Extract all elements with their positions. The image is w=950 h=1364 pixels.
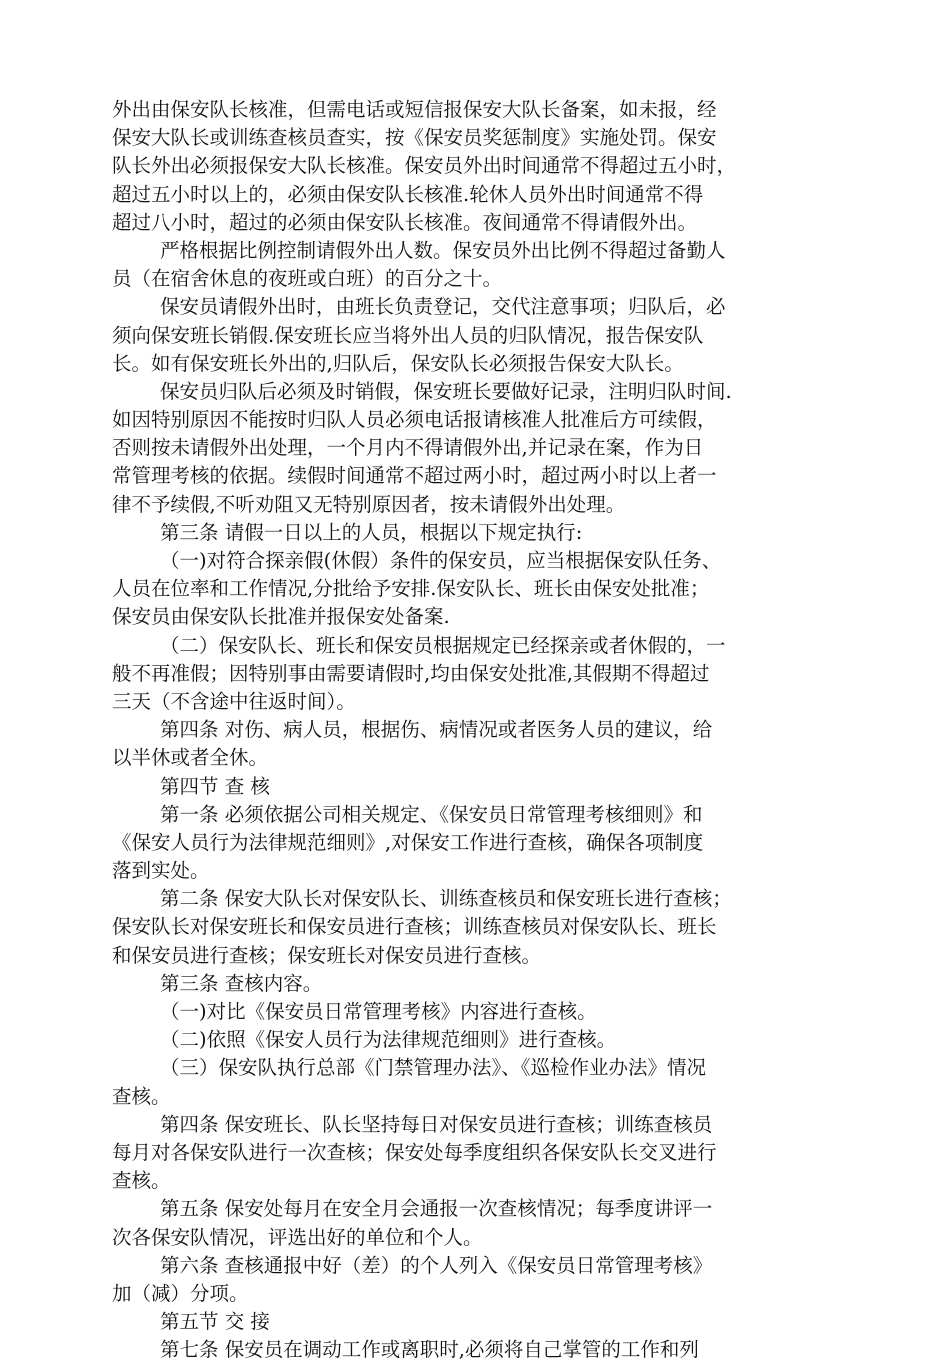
text-line: 保安员请假外出时，由班长负责登记，交代注意事项；归队后，必: [160, 295, 726, 319]
text-line: 第五节 交 接: [160, 1310, 270, 1334]
text-line: 第五条 保安处每月在安全月会通报一次查核情况；每季度讲评一: [160, 1197, 713, 1221]
text-line: 次各保安队情况，评选出好的单位和个人。: [112, 1225, 483, 1249]
text-line: （三）保安队执行总部《门禁管理办法》、《巡检作业办法》情况: [160, 1056, 707, 1080]
text-line: 否则按未请假外出处理，一个月内不得请假外出,并记录在案，作为日: [112, 436, 704, 460]
text-line: 第三条 查核内容。: [160, 971, 323, 995]
text-line: 人员在位率和工作情况,分批给予安排.保安队长、班长由保安处批准；: [112, 577, 710, 601]
text-line: （一)对符合探亲假(休假）条件的保安员，应当根据保安队任务、: [160, 549, 722, 572]
text-line: 外出由保安队长核准，但需电话或短信报保安大队长备案，如未报，经: [112, 98, 717, 121]
text-line: 和保安员进行查核；保安班长对保安员进行查核。: [112, 943, 542, 967]
text-line: 第一条 必须依据公司相关规定、《保安员日常管理考核细则》和: [160, 802, 703, 826]
text-line: 般不再准假；因特别事由需要请假时,均由保安处批准,其假期不得超过: [112, 661, 710, 685]
text-line: 《保安人员行为法律规范细则》,对保安工作进行查核，确保各项制度: [112, 830, 704, 854]
text-line: 保安员由保安队长批准并报保安处备案.: [112, 605, 450, 629]
text-line: 落到实处。: [112, 859, 210, 883]
text-line: 第三条 请假一日以上的人员，根据以下规定执行:: [160, 520, 583, 544]
document-page: [112, 96, 860, 1364]
text-line: 第四条 保安班长、队长坚持每日对保安员进行查核；训练查核员: [160, 1112, 713, 1136]
text-line: 律不予续假,不听劝阻又无特别原因者，按未请假外出处理。: [112, 492, 626, 516]
text-line: 以半休或者全休。: [112, 746, 269, 770]
text-line: 查核。: [112, 1169, 171, 1193]
text-line: 三天（不含途中往返时间）。: [112, 689, 356, 713]
text-line: 员（在宿舍休息的夜班或白班）的百分之十。: [112, 267, 503, 291]
text-line: （二)依照《保安人员行为法律规范细则》进行查核。: [160, 1028, 617, 1052]
text-line: 第四节 查 核: [160, 774, 270, 798]
text-line: 须向保安班长销假.保安班长应当将外出人员的归队情况，报告保安队: [112, 323, 704, 347]
text-line: 第七条 保安员在调动工作或离职时,必须将自己掌管的工作和列: [160, 1338, 699, 1362]
text-line: 第四条 对伤、病人员，根据伤、病情况或者医务人员的建议，给: [160, 718, 713, 742]
text-line: （二）保安队长、班长和保安员根据规定已经探亲或者休假的，一: [160, 633, 726, 657]
text-line: 第二条 保安大队长对保安队长、训练查核员和保安班长进行查核；: [160, 887, 732, 911]
text-line: 保安大队长或训练查核员查实，按《保安员奖惩制度》实施处罚。保安: [112, 126, 717, 150]
text-line: 如因特别原因不能按时归队人员必须电话报请核准人批准后方可续假，: [112, 408, 717, 432]
text-line: 第六条 查核通报中好（差）的个人列入《保安员日常管理考核》: [160, 1253, 713, 1277]
text-line: 严格根据比例控制请假外出人数。保安员外出比例不得超过备勤人: [160, 238, 726, 262]
text-line: 保安员归队后必须及时销假，保安班长要做好记录，注明归队时间.: [160, 379, 732, 403]
text-line: 每月对各保安队进行一次查核；保安处每季度组织各保安队长交叉进行: [112, 1140, 717, 1164]
text-line: 长。如有保安班长外出的,归队后，保安队长必须报告保安大队长。: [112, 351, 684, 375]
text-line: 超过五小时以上的，必须由保安队长核准.轮休人员外出时间通常不得: [112, 182, 704, 206]
text-line: 保安队长对保安班长和保安员进行查核；训练查核员对保安队长、班长: [112, 915, 717, 939]
text-line: 超过八小时，超过的必须由保安队长核准。夜间通常不得请假外出。: [112, 210, 698, 234]
text-line: （一)对比《保安员日常管理考核》内容进行查核。: [160, 1000, 597, 1023]
text-line: 加（减）分项。: [112, 1281, 249, 1305]
text-line: 查核。: [112, 1084, 171, 1108]
text-line: 队长外出必须报保安大队长核准。保安员外出时间通常不得超过五小时，: [112, 154, 737, 178]
text-line: 常管理考核的依据。续假时间通常不超过两小时，超过两小时以上者一: [112, 464, 717, 488]
